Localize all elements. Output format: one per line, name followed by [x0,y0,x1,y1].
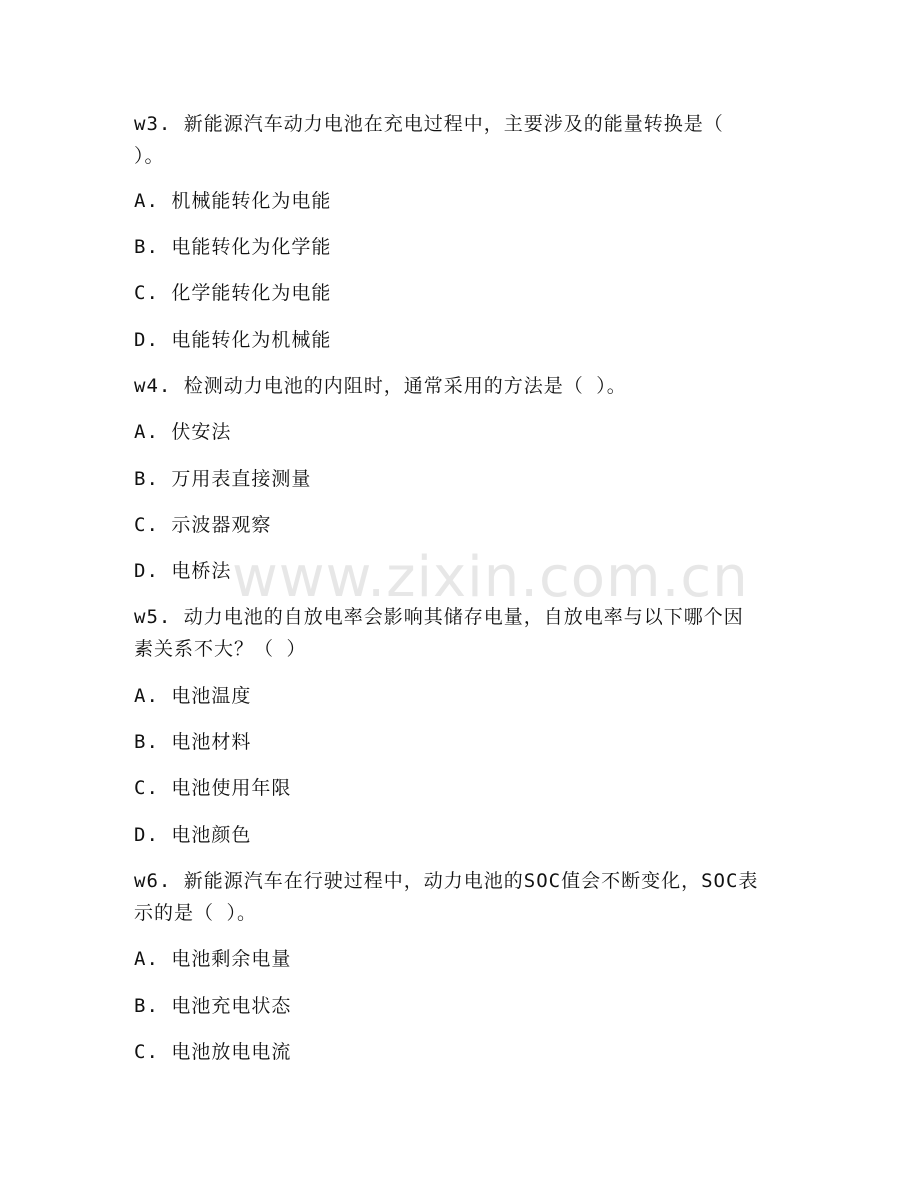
q6-stem-line-2: 示的是（ ）。 [134,902,257,924]
q3-stem-line-2: ）。 [134,145,165,167]
q5-stem-line-1: w5. 动力电池的自放电率会影响其储存电量，自放电率与以下哪个因 [134,606,744,628]
q5-option-c: C. 电池使用年限 [134,777,292,799]
q5-option-d: D. 电池颜色 [134,824,252,846]
watermark: www.zixin.com.cn [232,545,749,610]
q6-option-a: A. 电池剩余电量 [134,948,292,970]
q3-stem-line-1: w3. 新能源汽车动力电池在充电过程中，主要涉及的能量转换是（ [134,113,724,135]
q3-option-a: A. 机械能转化为电能 [134,190,332,212]
q4-option-a: A. 伏安法 [134,421,232,443]
q6-option-b: B. 电池充电状态 [134,995,292,1017]
q3-option-b: B. 电能转化为化学能 [134,236,332,258]
q4-stem: w4. 检测动力电池的内阻时，通常采用的方法是（ ）。 [134,375,627,397]
q5-stem-line-2: 素关系不大？（ ） [134,638,307,660]
q5-option-a: A. 电池温度 [134,685,252,707]
q4-option-c: C. 示波器观察 [134,514,272,536]
q4-option-d: D. 电桥法 [134,560,232,582]
q4-option-b: B. 万用表直接测量 [134,468,312,490]
q3-option-d: D. 电能转化为机械能 [134,329,332,351]
q5-option-b: B. 电池材料 [134,731,252,753]
q6-option-c: C. 电池放电电流 [134,1041,292,1063]
q3-option-c: C. 化学能转化为电能 [134,282,332,304]
q6-stem-line-1: w6. 新能源汽车在行驶过程中，动力电池的SOC值会不断变化，SOC表 [134,870,759,892]
